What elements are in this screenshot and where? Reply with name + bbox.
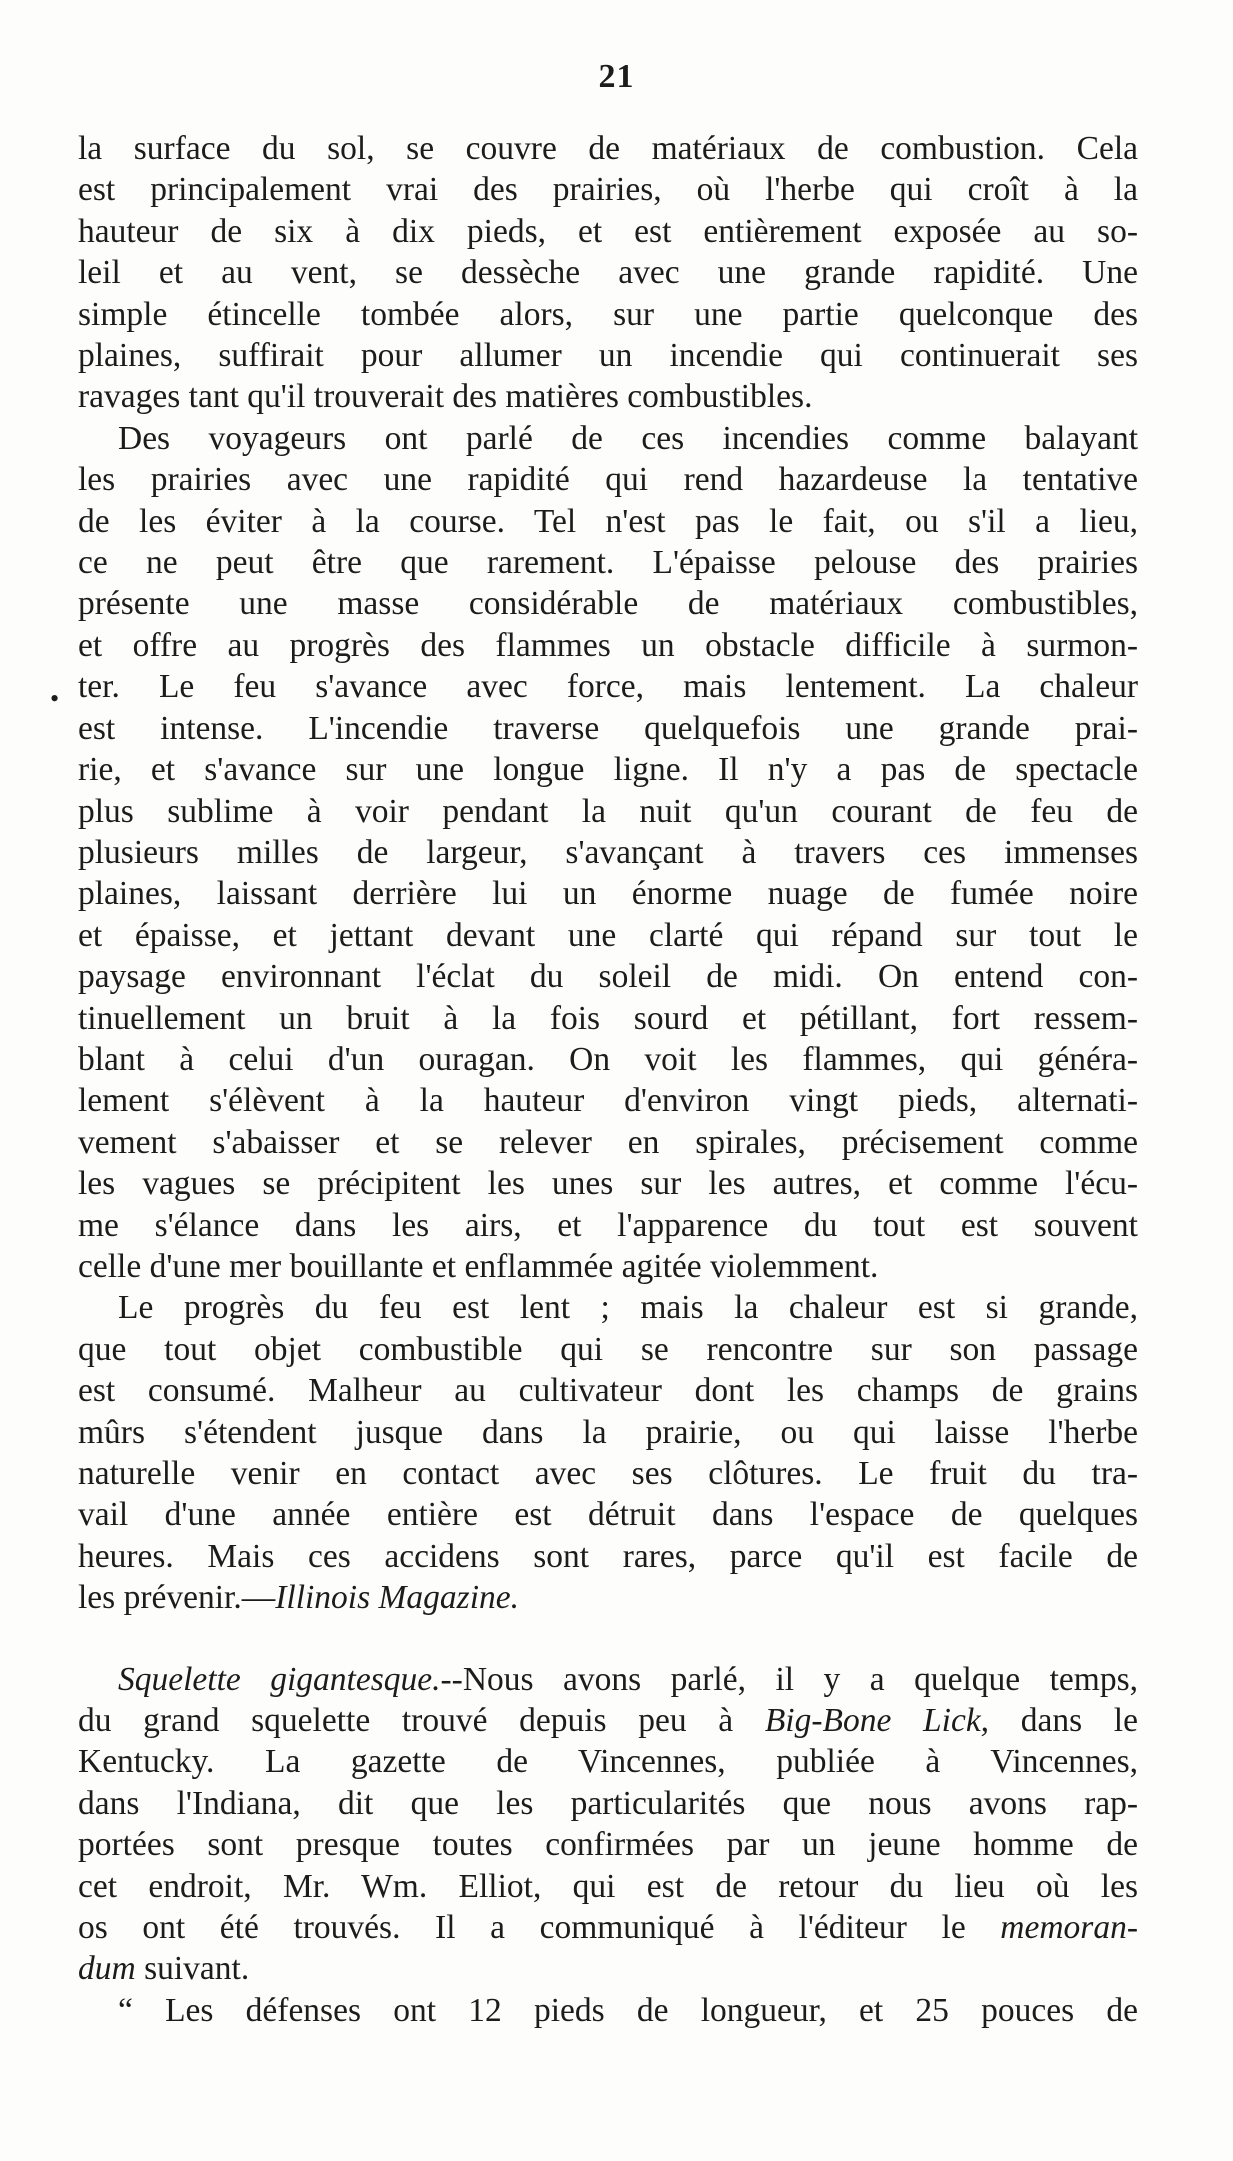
emphasis: memoran- [1000, 1909, 1138, 1947]
place-name: Big-Bone Lick, [764, 1702, 990, 1740]
emphasis: dum [78, 1950, 136, 1988]
text-line: présente une masse considérable de matériaux combustibles, [78, 585, 1138, 623]
text-fragment: du grand squelette trouvé depuis peu à [78, 1702, 765, 1740]
text-line: plaines, suffirait pour allumer un incendie qui continuerait ses [78, 337, 1138, 375]
text-line: dans l'Indiana, dit que les particularités que nous avons rap- [78, 1784, 1138, 1822]
paragraph-5 [78, 1990, 1138, 2031]
text-fragment: dans le [989, 1702, 1138, 1740]
text-line: Des voyageurs ont parlé de ces incendies comme balayant [118, 419, 1138, 457]
paragraph-3 [78, 1287, 1138, 1618]
text-line: tinuellement un bruit à la fois sourd et pétillant, fort ressem- [78, 999, 1138, 1037]
paragraph-1 [78, 128, 1138, 418]
text-fragment: --Nous avons parlé, il y a quelque temps, [440, 1660, 1138, 1698]
text-line [78, 1577, 1138, 1618]
text-line [78, 1659, 1138, 1700]
text-line: naturelle venir en contact avec ses clôtures. Le fruit du tra- [78, 1455, 1138, 1492]
text-line: blant à celui d'un ouragan. On voit les flammes, qui généra- [78, 1040, 1138, 1078]
paragraph-4 [78, 1659, 1138, 1990]
text-line: est consumé. Malheur au cultivateur dont les champs de grains [78, 1372, 1138, 1410]
text-fragment: les prévenir.— [78, 1579, 276, 1617]
text-fragment: suivant. [135, 1950, 250, 1988]
text-line: plusieurs milles de largeur, s'avançant à travers ces immenses [78, 833, 1138, 871]
text-line: ce ne peut être que rarement. L'épaisse pelouse des prairies [78, 544, 1138, 582]
text-line: que tout objet combustible qui se rencontre sur son passage [78, 1330, 1138, 1368]
text-line: ter. Le feu s'avance avec force, mais lentement. La chaleur [78, 668, 1138, 706]
body-text [78, 128, 1138, 2031]
text-line: hauteur de six à dix pieds, et est entièrement exposée au so- [78, 212, 1138, 250]
text-line: plus sublime à voir pendant la nuit qu'un courant de feu de [78, 792, 1138, 830]
text-line: lement s'élèvent à la hauteur d'environ vingt pieds, alternati- [78, 1082, 1138, 1120]
article-title: Squelette gigantesque. [118, 1660, 441, 1698]
text-line: plaines, laissant derrière lui un énorme nuage de fumée noire [78, 875, 1138, 913]
text-line: de les éviter à la course. Tel n'est pas le fait, ou s'il a lieu, [78, 502, 1138, 540]
text-line: et épaisse, et jettant devant une clarté qui répand sur tout le [78, 916, 1138, 954]
text-line: est intense. L'incendie traverse quelquefois une grande prai- [78, 709, 1138, 747]
text-line: vement s'abaisser et se relever en spirales, précisement comme [78, 1123, 1138, 1161]
text-line: les vagues se précipitent les unes sur les autres, et comme l'écu- [78, 1165, 1138, 1203]
text-line: et offre au progrès des flammes un obstacle difficile à surmon- [78, 626, 1138, 664]
text-line [78, 1700, 1138, 1741]
text-line: simple étincelle tombée alors, sur une partie quelconque des [78, 295, 1138, 333]
text-line: “ Les défenses ont 12 pieds de longueur, et 25 pouces de [118, 1991, 1138, 2029]
text-line: me s'élance dans les airs, et l'apparence du tout est souvent [78, 1206, 1138, 1244]
text-line: est principalement vrai des prairies, où l'herbe qui croît à la [78, 171, 1138, 209]
paragraph-2 [78, 418, 1138, 1288]
text-line: la surface du sol, se couvre de matériaux de combustion. Cela [78, 130, 1138, 167]
page-number: 21 [598, 58, 635, 95]
text-line: vail d'une année entière est détruit dans l'espace de quelques [78, 1496, 1138, 1534]
text-line: leil et au vent, se dessèche avec une grande rapidité. Une [78, 254, 1138, 292]
text-line [78, 1907, 1138, 1948]
text-line: paysage environnant l'éclat du soleil de midi. On entend con- [78, 958, 1138, 996]
text-line: portées sont presque toutes confirmées par un jeune homme de [78, 1826, 1138, 1864]
margin-mark: • [50, 684, 60, 713]
text-line: Le progrès du feu est lent ; mais la chaleur est si grande, [118, 1289, 1138, 1327]
text-line [78, 1948, 1138, 1989]
text-line: mûrs s'étendent jusque dans la prairie, ou qui laisse l'herbe [78, 1413, 1138, 1451]
paragraph-gap [78, 1619, 1138, 1659]
text-fragment: os ont été trouvés. Il a communiqué à l'éditeur le [78, 1909, 1001, 1947]
text-line: heures. Mais ces accidens sont rares, parce qu'il est facile de [78, 1537, 1138, 1575]
text-line: cet endroit, Mr. Wm. Elliot, qui est de retour du lieu où les [78, 1867, 1138, 1905]
text-line: Kentucky. La gazette de Vincennes, publiée à Vincennes, [78, 1743, 1138, 1781]
text-line: celle d'une mer bouillante et enflammée agitée violemment. [78, 1247, 879, 1285]
text-line: ravages tant qu'il trouverait des matières combustibles. [78, 378, 813, 416]
text-line: rie, et s'avance sur une longue ligne. Il n'y a pas de spectacle [78, 751, 1138, 789]
source-citation: Illinois Magazine. [275, 1579, 520, 1617]
text-line: les prairies avec une rapidité qui rend hazardeuse la tentative [78, 461, 1138, 499]
